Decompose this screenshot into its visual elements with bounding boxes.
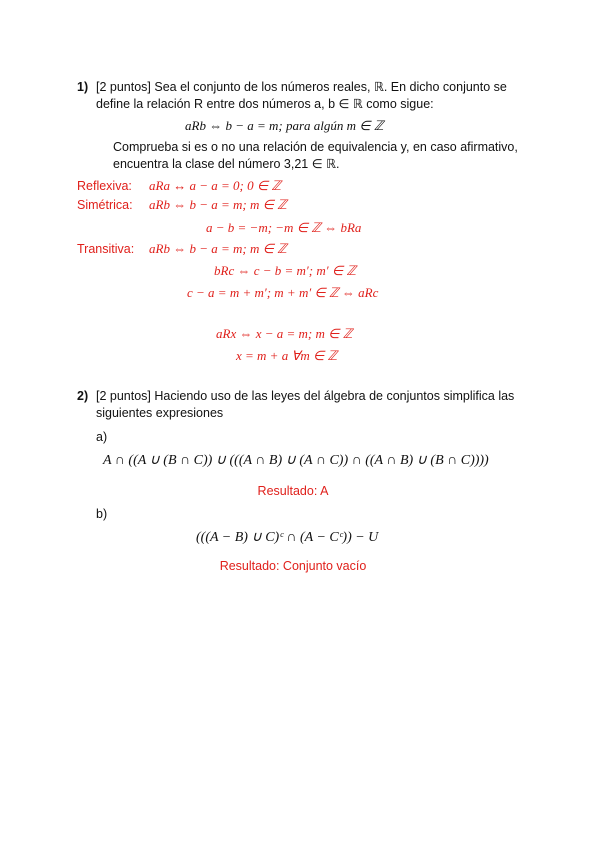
reflexive-label: Reflexiva: [77,179,132,193]
question-2-statement-line2: siguientes expresiones [96,406,224,420]
symmetric-label: Simétrica: [77,198,133,212]
part-a-label: a) [96,430,108,444]
question-1-statement-line2: define la relación R entre dos números a, b ∈ ℝ como sigue: [96,97,434,111]
reflexive-proof: aRa ↔ a − a = 0; 0 ∈ ℤ [149,178,282,193]
part-b-label: b) [96,507,108,521]
part-a-result: Resultado: A [257,484,329,498]
part-b-expression: (((A − B) ∪ C)ᶜ ∩ (A − Cᶜ)) − U [196,530,379,545]
question-1-statement-line1: [2 puntos] Sea el conjunto de los números reales, ℝ. En dicho conjunto se [96,80,507,94]
part-a-expression: A ∩ ((A ∪ (B ∩ C)) ∪ (((A ∩ B) ∪ (A ∩ C)) ∩ ((A ∩ B) ∪ (B ∩ C)))) [103,453,489,468]
transitive-proof-line3: c − a = m + m′; m + m′ ∈ ℤ ⇔ aRc [187,285,379,300]
transitive-proof-line1: aRb ⇔ b − a = m; m ∈ ℤ [149,241,287,256]
equivalence-class-line1: aRx ⇔ x − a = m; m ∈ ℤ [216,326,353,341]
question-2-number: 2) [77,389,89,403]
part-b-result: Resultado: Conjunto vacío [219,559,367,573]
symmetric-proof-line1: aRb ⇔ b − a = m; m ∈ ℤ [149,197,287,212]
transitive-label: Transitiva: [77,242,135,256]
question-1-statement-line3: Comprueba si es o no una relación de equivalencia y, en caso afirmativo, [113,140,518,154]
relation-definition: aRb ⇔ b − a = m; para algún m ∈ ℤ [185,118,384,133]
equivalence-class-line2: x = m + a ∀m ∈ ℤ [236,348,338,363]
question-1-number: 1) [77,80,89,94]
question-1-statement-line4: encuentra la clase del número 3,21 ∈ ℝ. [113,157,340,171]
question-2-statement-line1: [2 puntos] Haciendo uso de las leyes del álgebra de conjuntos simplifica las [96,389,515,403]
transitive-proof-line2: bRc ⇔ c − b = m′; m′ ∈ ℤ [214,263,357,278]
symmetric-proof-line2: a − b = −m; −m ∈ ℤ ⇔ bRa [206,220,362,235]
